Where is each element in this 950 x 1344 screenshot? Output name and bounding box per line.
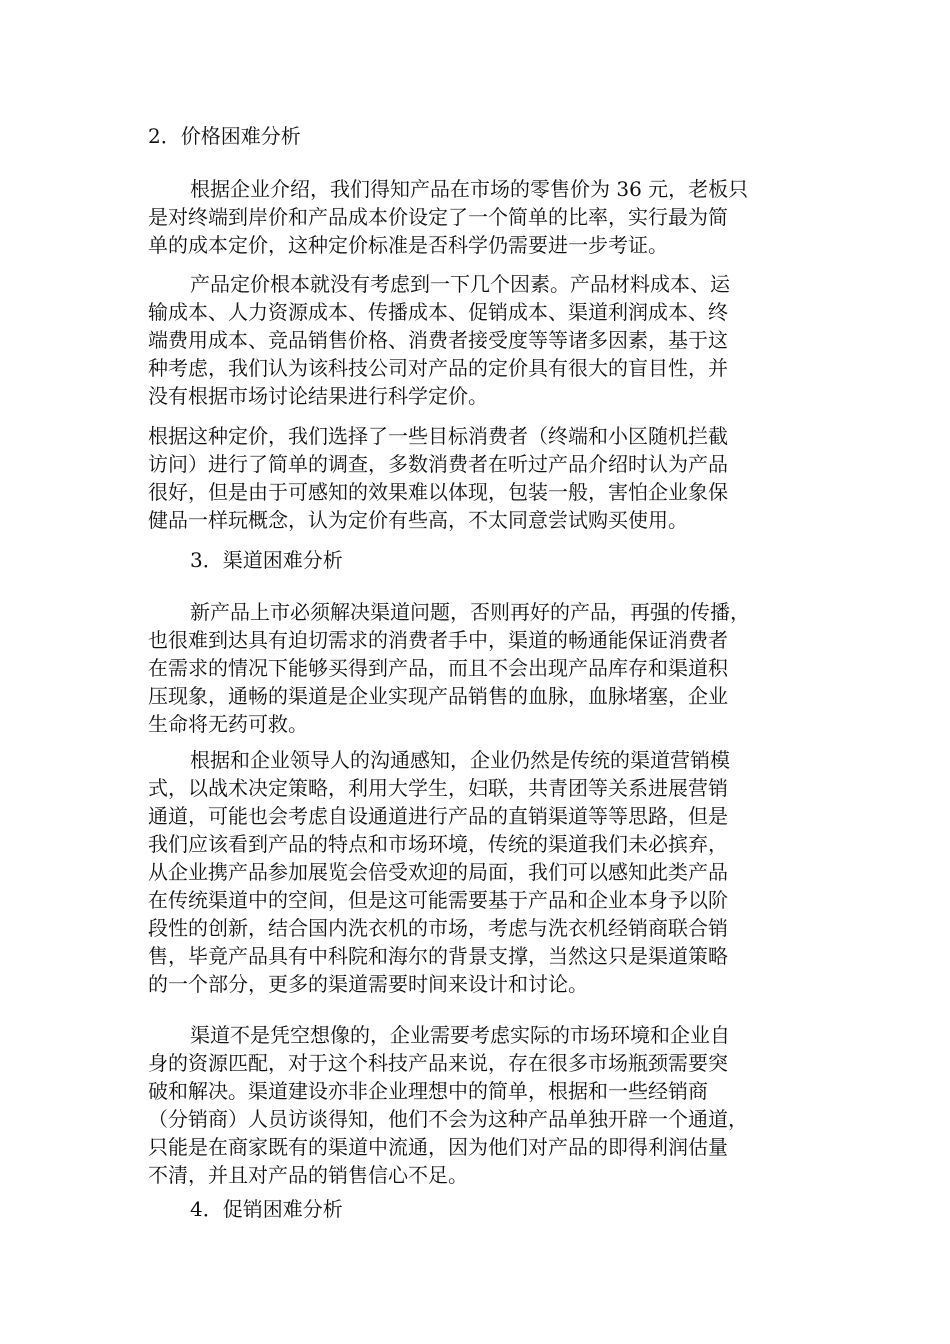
- paragraph-price-2: [148, 270, 808, 410]
- text-line: （分销商）人员访谈得知，他们不会为这种产品单独开辟一个通道，: [148, 1107, 748, 1131]
- text-line: 根据这种定价，我们选择了一些目标消费者（终端和小区随机拦截: [148, 424, 728, 448]
- text-line: 端费用成本、竞品销售价格、消费者接受度等等诸多因素，基于这: [148, 328, 728, 352]
- text-line: 根据企业介绍，我们得知产品在市场的零售价为 36 元，老板只: [190, 177, 749, 201]
- heading-channel-difficulty: [148, 546, 808, 574]
- text-line: 段性的创新，结合国内洗衣机的市场，考虑与洗衣机经销商联合销: [148, 916, 728, 940]
- paragraph-channel-1: [148, 598, 808, 738]
- text-line: 新产品上市必须解决渠道问题，否则再好的产品，再强的传播，: [190, 600, 750, 624]
- text-line: 渠道不是凭空想像的，企业需要考虑实际的市场环境和企业自: [190, 1023, 730, 1047]
- heading-promotion-difficulty: [148, 1195, 808, 1223]
- text-line: 很好，但是由于可感知的效果难以体现，包装一般，害怕企业象保: [148, 480, 728, 504]
- text-line: 访问）进行了简单的调查，多数消费者在听过产品介绍时认为产品: [148, 452, 728, 476]
- text-line: 不清，并且对产品的销售信心不足。: [148, 1163, 468, 1187]
- paragraph-channel-2: [148, 746, 808, 998]
- paragraph-price-3: [148, 422, 808, 534]
- text-line: 售，毕竟产品具有中科院和海尔的背景支撑，当然这只是渠道策略: [148, 944, 728, 968]
- text-line: 是对终端到岸价和产品成本价设定了一个简单的比率，实行最为简: [148, 205, 728, 229]
- heading-text: 2．价格困难分析: [148, 124, 301, 148]
- text-line: 破和解决。渠道建设亦非企业理想中的简单，根据和一些经销商: [148, 1079, 708, 1103]
- heading-price-difficulty: [148, 122, 808, 150]
- text-line: 健品一样玩概念，认为定价有些高，不太同意尝试购买使用。: [148, 508, 688, 532]
- text-line: 的一个部分，更多的渠道需要时间来设计和讨论。: [148, 972, 588, 996]
- text-line: 通道，可能也会考虑自设通道进行产品的直销渠道等等思路，但是: [148, 804, 728, 828]
- text-line: 根据和企业领导人的沟通感知，企业仍然是传统的渠道营销模: [190, 748, 730, 772]
- text-line: 也很难到达具有迫切需求的消费者手中，渠道的畅通能保证消费者: [148, 628, 728, 652]
- heading-text: 3．渠道困难分析: [190, 548, 343, 572]
- text-line: 式，以战术决定策略，利用大学生，妇联，共青团等关系进展营销: [148, 776, 728, 800]
- heading-text: 4．促销困难分析: [190, 1197, 343, 1221]
- paragraph-price-1: [148, 175, 808, 259]
- text-line: 在需求的情况下能够买得到产品，而且不会出现产品库存和渠道积: [148, 656, 728, 680]
- text-line: 身的资源匹配，对于这个科技产品来说，存在很多市场瓶颈需要突: [148, 1051, 728, 1075]
- paragraph-channel-3: [148, 1021, 808, 1189]
- text-line: 输成本、人力资源成本、传播成本、促销成本、渠道利润成本、终: [148, 300, 728, 324]
- text-line: 种考虑，我们认为该科技公司对产品的定价具有很大的盲目性，并: [148, 356, 728, 380]
- text-line: 生命将无药可救。: [148, 712, 308, 736]
- text-line: 没有根据市场讨论结果进行科学定价。: [148, 384, 488, 408]
- text-line: 我们应该看到产品的特点和市场环境，传统的渠道我们未必摈弃，: [148, 832, 728, 856]
- text-line: 压现象，通畅的渠道是企业实现产品销售的血脉，血脉堵塞，企业: [148, 684, 728, 708]
- text-line: 从企业携产品参加展览会倍受欢迎的局面，我们可以感知此类产品: [148, 860, 728, 884]
- text-line: 产品定价根本就没有考虑到一下几个因素。产品材料成本、运: [190, 272, 730, 296]
- text-line: 单的成本定价，这种定价标准是否科学仍需要进一步考证。: [148, 233, 668, 257]
- text-line: 在传统渠道中的空间，但是这可能需要基于产品和企业本身予以阶: [148, 888, 728, 912]
- text-line: 只能是在商家既有的渠道中流通，因为他们对产品的即得利润估量: [148, 1135, 728, 1159]
